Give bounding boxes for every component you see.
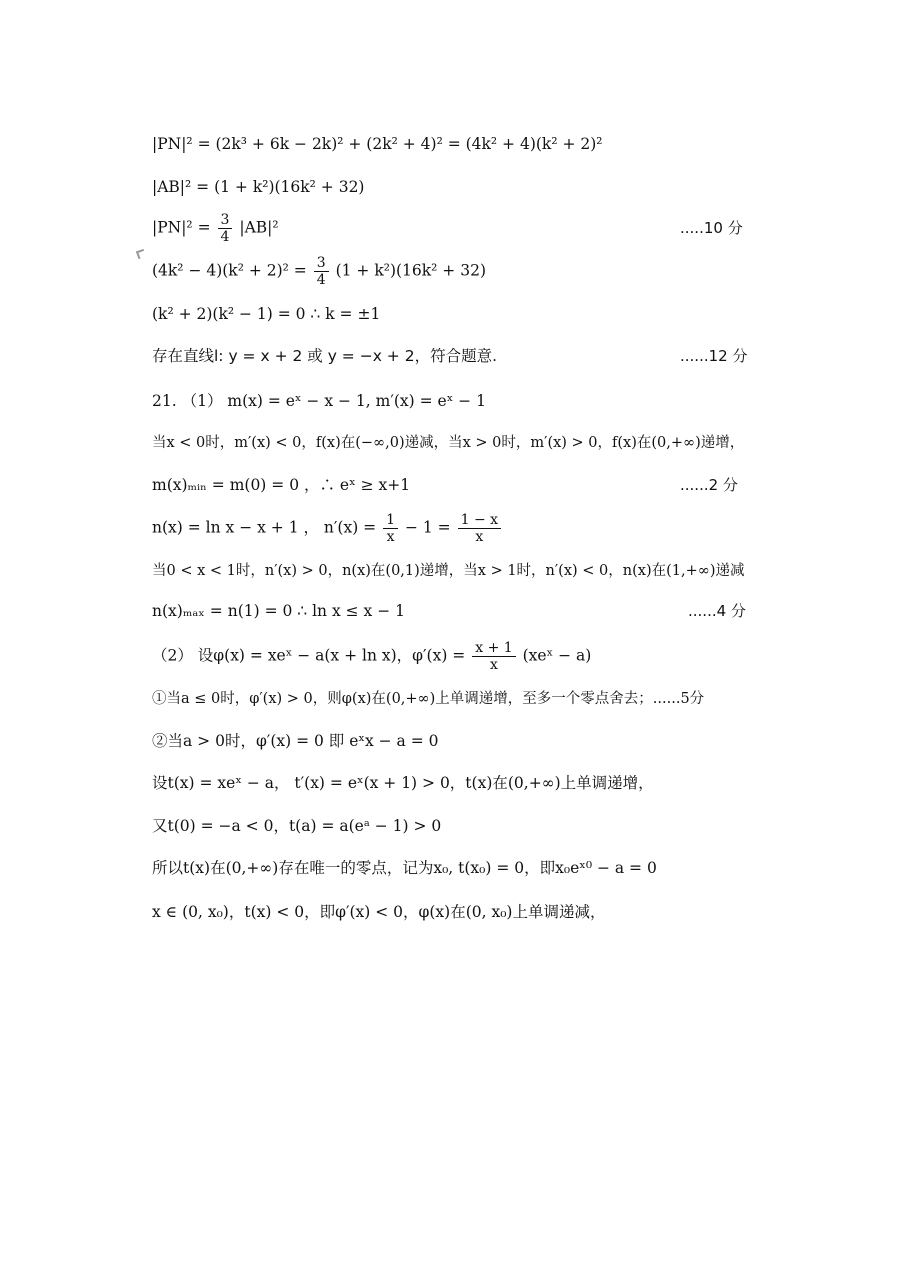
fraction-one-over-x bbox=[383, 512, 398, 545]
problem-21-part1-heading: 21. （1） m(x) = eˣ − x − 1, m′(x) = eˣ − 1 bbox=[152, 392, 486, 410]
t-values-line: 又t(0) = −a < 0，t(a) = a(eᵃ − 1) > 0 bbox=[152, 817, 442, 835]
equation-pn-squared: |PN|² = (2k³ + 6k − 2k)² + (2k² + 4)² = (4k² + 4)(k² + 2)² bbox=[152, 135, 603, 153]
score-12: ......12 分 bbox=[680, 347, 748, 365]
equation-middle: − 1 = bbox=[404, 518, 451, 537]
conclusion-line: 存在直线l: y = x + 2 或 y = −x + 2，符合题意. bbox=[152, 347, 498, 365]
t-definition-line: 设t(x) = xeˣ − a， t′(x) = eˣ(x + 1) > 0，t(x)在(0,+∞)上单调递增， bbox=[152, 774, 654, 792]
equation-right: |AB|² bbox=[239, 218, 279, 237]
equation-left: n(x) = ln x − x + 1 ， n′(x) = bbox=[152, 518, 377, 537]
equation-left: |PN|² = bbox=[152, 218, 211, 237]
case-a-positive-line: ②当a > 0时，φ′(x) = 0 即 eˣx − a = 0 bbox=[152, 732, 439, 750]
equation-left: （2） 设φ(x) = xeˣ − a(x + ln x)，φ′(x) = bbox=[152, 646, 466, 665]
fraction-one-minus-x-over-x bbox=[458, 512, 501, 545]
equation-left: (4k² − 4)(k² + 2)² = bbox=[152, 261, 307, 280]
equation-substitution bbox=[152, 255, 486, 288]
fraction-numerator: 3 bbox=[218, 212, 233, 229]
n-definition-line bbox=[152, 512, 503, 545]
fraction-denominator: x bbox=[386, 529, 395, 545]
fraction-denominator: x bbox=[490, 657, 498, 673]
unique-zero-line: 所以t(x)在(0,+∞)存在唯一的零点，记为x₀, t(x₀) = 0，即x₀eˣ⁰ − a = 0 bbox=[152, 859, 657, 877]
equation-ab-squared: |AB|² = (1 + k²)(16k² + 32) bbox=[152, 178, 365, 196]
part2-definition-line bbox=[152, 640, 591, 673]
fraction-numerator: x + 1 bbox=[472, 640, 515, 657]
fraction-numerator: 1 bbox=[383, 512, 398, 529]
score-4: ......4 分 bbox=[688, 602, 746, 620]
fraction-numerator: 1 − x bbox=[458, 512, 501, 529]
fraction-three-quarters bbox=[218, 212, 233, 245]
fraction-three-quarters bbox=[314, 255, 329, 288]
fraction-denominator: x bbox=[475, 529, 484, 545]
m-monotonicity-line: 当x < 0时，m′(x) < 0，f(x)在(−∞,0)递减，当x > 0时，m′(x) > 0，f(x)在(0,+∞)递增， bbox=[152, 435, 745, 451]
equation-k-solution: (k² + 2)(k² − 1) = 0 ∴ k = ±1 bbox=[152, 305, 381, 323]
score-10: .....10 分 bbox=[680, 219, 743, 237]
decreasing-interval-line: x ∈ (0, x₀)，t(x) < 0，即φ′(x) < 0，φ(x)在(0, x₀)上单调递减， bbox=[152, 903, 606, 921]
equation-right: (1 + k²)(16k² + 32) bbox=[335, 261, 486, 280]
case-a-nonpositive-line: ①当a ≤ 0时，φ′(x) > 0，则φ(x)在(0,+∞)上单调递增，至多一个零点舍去；......5分 bbox=[152, 691, 705, 707]
equation-right: (xeˣ − a) bbox=[522, 646, 592, 665]
equation-pn-three-quarters-ab bbox=[152, 212, 279, 245]
n-monotonicity-line: 当0 < x < 1时，n′(x) > 0，n(x)在(0,1)递增，当x > 1时，n′(x) < 0，n(x)在(1,+∞)递减 bbox=[152, 563, 745, 579]
fraction-numerator: 3 bbox=[314, 255, 329, 272]
fraction-x-plus-one-over-x bbox=[472, 640, 515, 673]
fraction-denominator: 4 bbox=[220, 229, 230, 245]
score-2: ......2 分 bbox=[680, 476, 738, 494]
stray-mark bbox=[136, 249, 146, 259]
n-maximum-line: n(x)ₘₐₓ = n(1) = 0 ∴ ln x ≤ x − 1 bbox=[152, 602, 405, 620]
fraction-denominator: 4 bbox=[316, 272, 326, 288]
m-minimum-line: m(x)ₘᵢₙ = m(0) = 0 ，∴ eˣ ≥ x+1 bbox=[152, 476, 411, 494]
